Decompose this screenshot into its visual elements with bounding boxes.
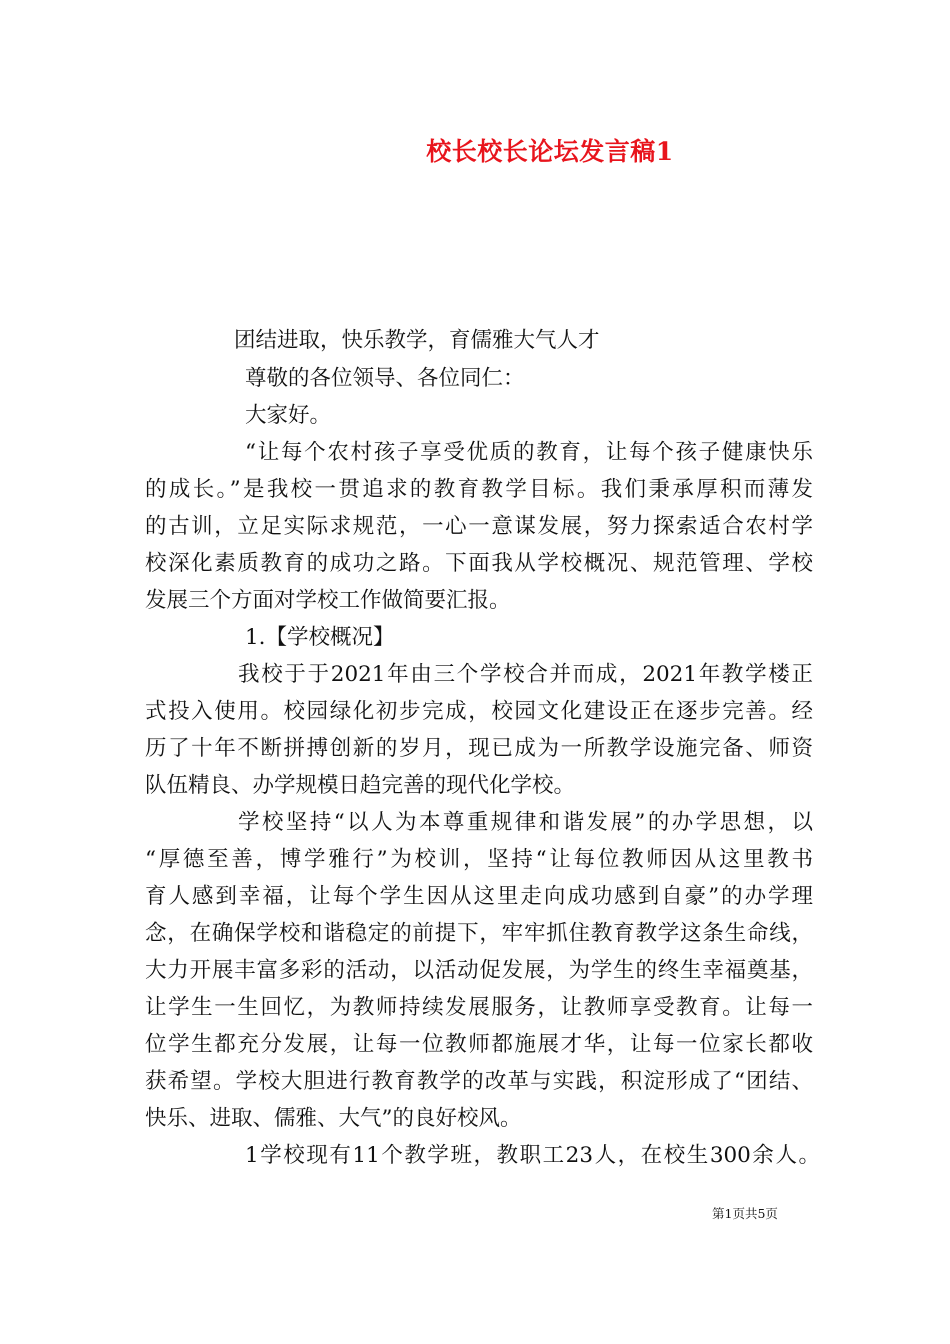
text-line: 念，在确保学校和谐稳定的前提下，牢牢抓住教育教学这条生命线， (145, 921, 813, 946)
text-line: 历了十年不断拼搏创新的岁月，现已成为一所教学设施完备、师资 (145, 736, 813, 761)
text-line: “让每个农村孩子享受优质的教育，让每个孩子健康快乐 (245, 440, 813, 465)
text-line: 大力开展丰富多彩的活动，以活动促发展，为学生的终生幸福奠基， (145, 958, 813, 983)
section-heading: 1.【学校概况】 (245, 625, 395, 650)
text-line: 学校坚持“以人为本尊重规律和谐发展”的办学思想，以 (238, 810, 813, 835)
text-line: 快乐、进取、儒雅、大气”的良好校风。 (145, 1106, 522, 1131)
text-line: 育人感到幸福，让每个学生因从这里走向成功感到自豪”的办学理 (145, 884, 813, 909)
text-line: 位学生都充分发展，让每一位教师都施展才华，让每一位家长都收 (145, 1032, 813, 1057)
text-line: 获希望。学校大胆进行教育教学的改革与实践，积淀形成了“团结、 (145, 1069, 813, 1094)
text-line: 式投入使用。校园绿化初步完成，校园文化建设正在逐步完善。经 (145, 699, 813, 724)
text-line: 校深化素质教育的成功之路。下面我从学校概况、规范管理、学校 (145, 551, 813, 576)
page-number: 第1页共5页 (712, 1206, 778, 1221)
text-line: 1学校现有11个教学班，教职工23人，在校生300余人。 (245, 1143, 820, 1168)
text-line: 我校于于2021年由三个学校合并而成，2021年教学楼正 (238, 662, 813, 687)
text-line: 队伍精良、办学规模日趋完善的现代化学校。 (145, 773, 576, 798)
text-line: 大家好。 (245, 403, 332, 428)
text-line: 让学生一生回忆，为教师持续发展服务，让教师享受教育。让每一 (145, 995, 813, 1020)
text-line: 团结进取，快乐教学，育儒雅大气人才 (234, 328, 600, 353)
text-line: 尊敬的各位领导、各位同仁： (245, 366, 525, 391)
text-line: 的古训，立足实际求规范，一心一意谋发展，努力探索适合农村学 (145, 514, 813, 539)
text-line: 发展三个方面对学校工作做简要汇报。 (145, 588, 511, 613)
text-line: 的成长。”是我校一贯追求的教育教学目标。我们秉承厚积而薄发 (145, 477, 813, 502)
text-line: “厚德至善，博学雅行”为校训，坚持“让每位教师因从这里教书 (145, 847, 813, 872)
page-title: 校长校长论坛发言稿1 (426, 137, 674, 166)
